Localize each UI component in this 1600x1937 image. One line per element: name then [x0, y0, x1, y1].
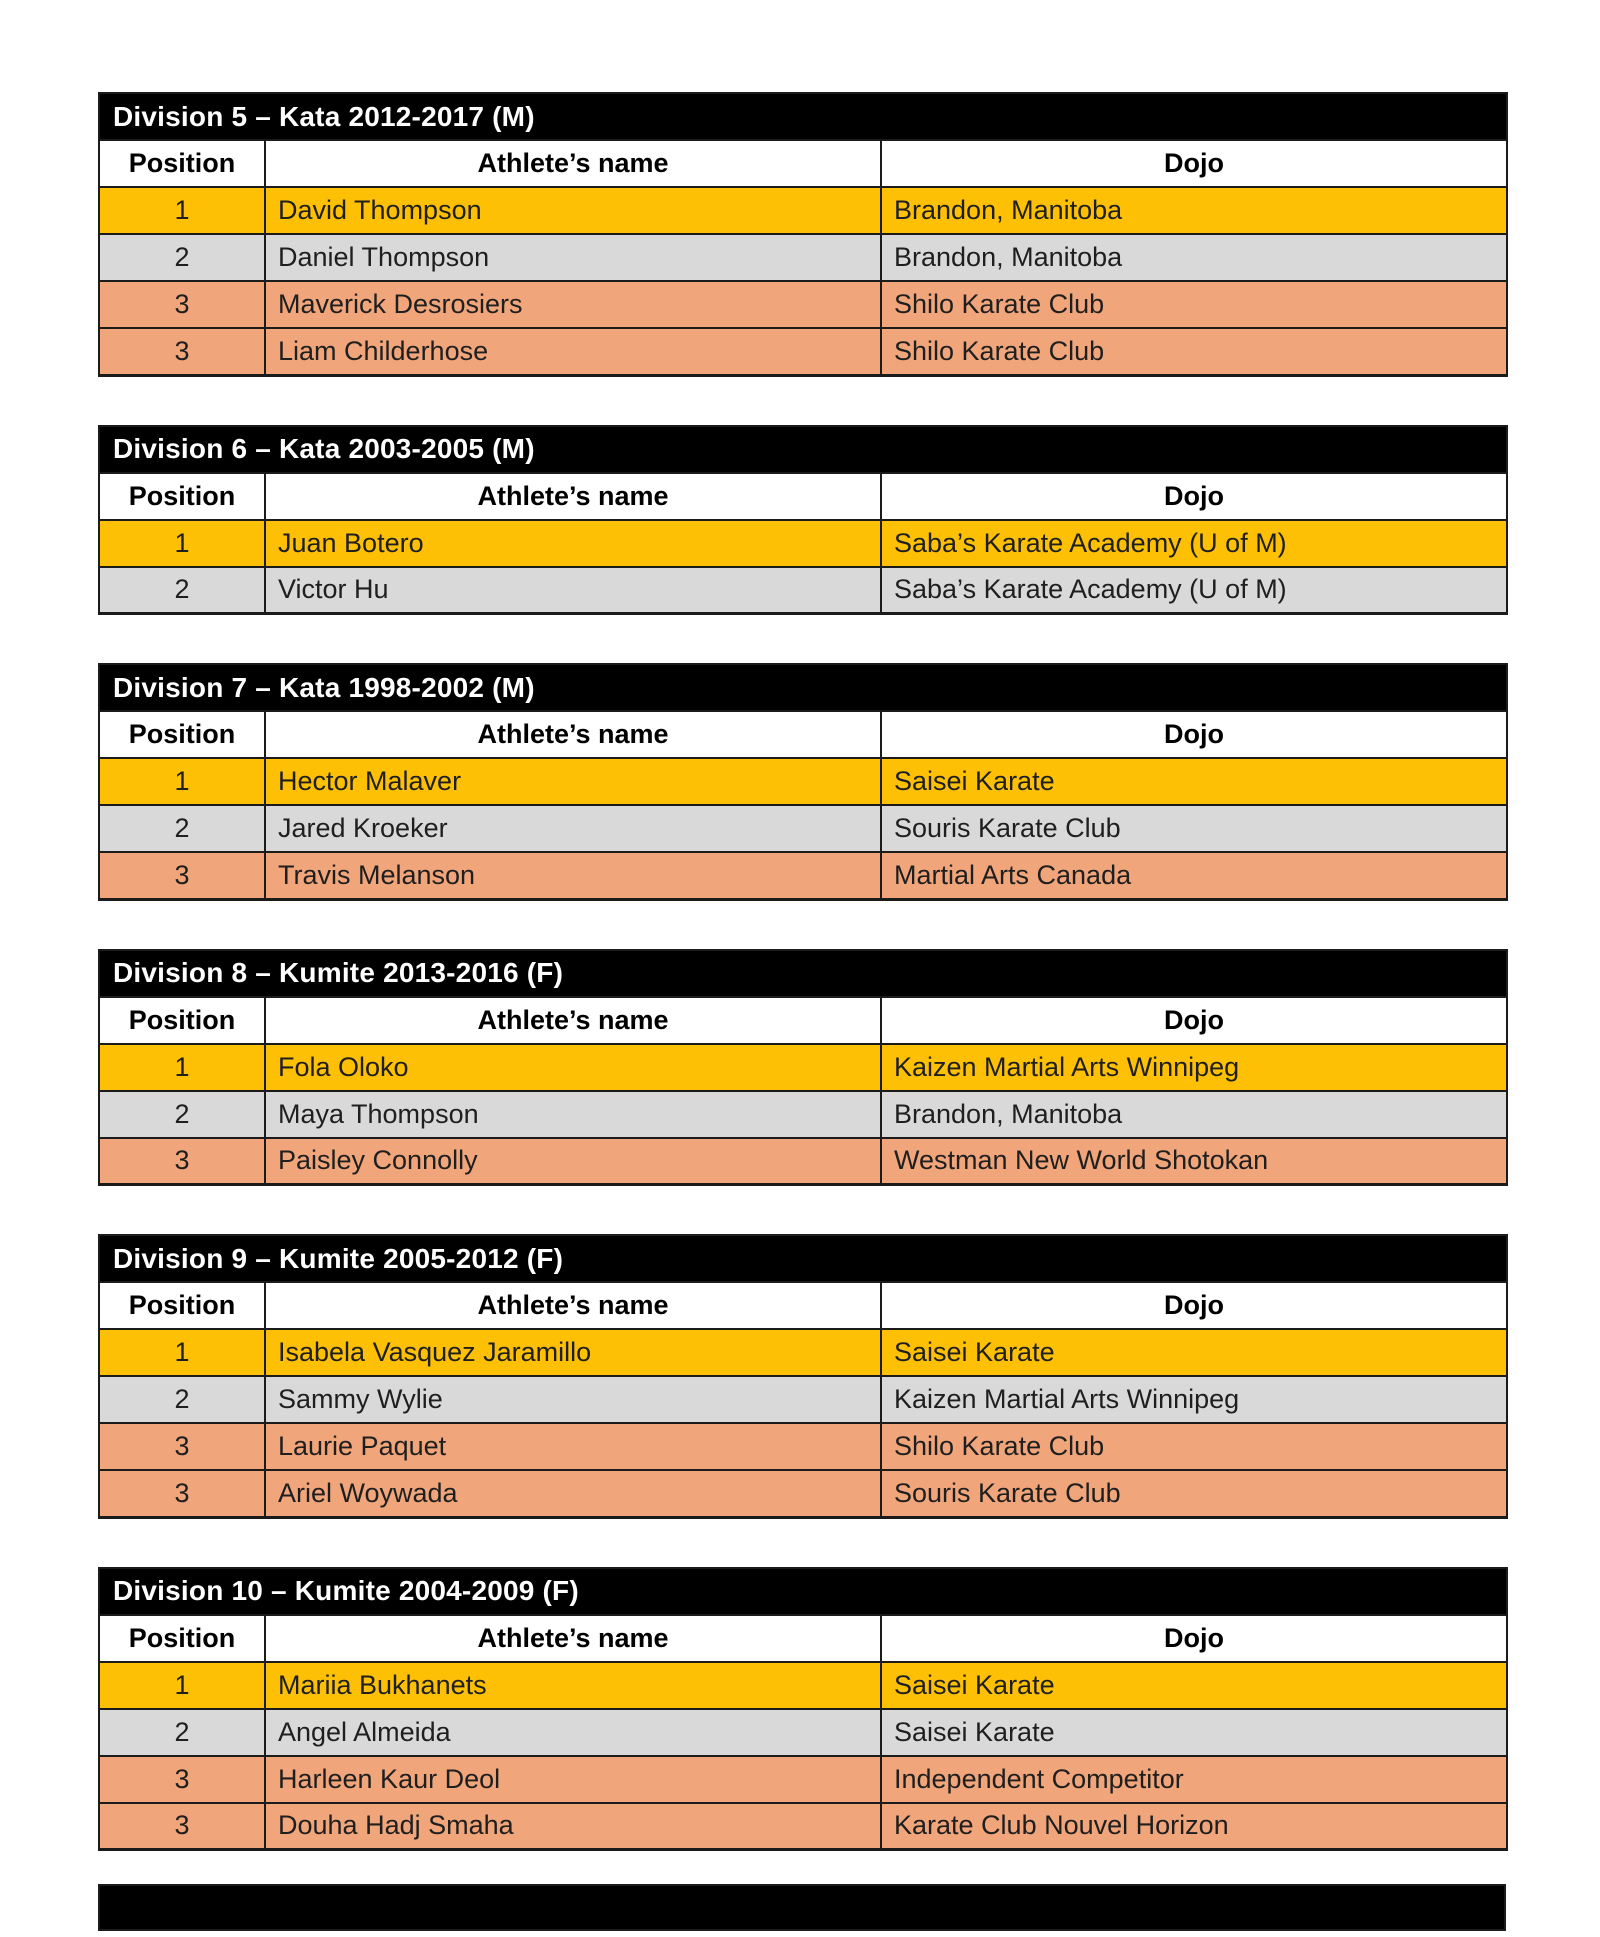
division-title-row	[99, 950, 1507, 997]
division-title: Division 7 – Kata 1998-2002 (M)	[99, 664, 1507, 711]
athlete-name-cell: Maya Thompson	[265, 1091, 881, 1138]
result-row	[99, 758, 1507, 805]
dojo-cell: Saisei Karate	[881, 1709, 1507, 1756]
dojo-cell: Independent Competitor	[881, 1756, 1507, 1803]
column-header-position: Position	[99, 1615, 265, 1662]
division-table	[98, 1234, 1508, 1519]
athlete-name-cell: Harleen Kaur Deol	[265, 1756, 881, 1803]
division-table	[98, 1567, 1508, 1852]
position-cell: 1	[99, 758, 265, 805]
dojo-cell: Karate Club Nouvel Horizon	[881, 1803, 1507, 1850]
position-cell: 2	[99, 1709, 265, 1756]
position-cell: 2	[99, 567, 265, 614]
result-row	[99, 328, 1507, 375]
athlete-name-cell: Daniel Thompson	[265, 234, 881, 281]
column-header-position: Position	[99, 1282, 265, 1329]
result-row	[99, 1423, 1507, 1470]
dojo-cell: Shilo Karate Club	[881, 281, 1507, 328]
division-title: Division 8 – Kumite 2013-2016 (F)	[99, 950, 1507, 997]
athlete-name-cell: Isabela Vasquez Jaramillo	[265, 1329, 881, 1376]
athlete-name-cell: Travis Melanson	[265, 852, 881, 899]
position-cell: 3	[99, 852, 265, 899]
dojo-cell: Saisei Karate	[881, 1329, 1507, 1376]
results-tables	[98, 92, 1506, 1851]
division-title: Division 9 – Kumite 2005-2012 (F)	[99, 1235, 1507, 1282]
column-header-row	[99, 1615, 1507, 1662]
athlete-name-cell: Liam Childerhose	[265, 328, 881, 375]
result-row	[99, 1803, 1507, 1850]
position-cell: 3	[99, 1423, 265, 1470]
division-title-row	[99, 664, 1507, 711]
column-header-dojo: Dojo	[881, 473, 1507, 520]
next-division-header-partial	[98, 1884, 1506, 1931]
column-header-athlete-name: Athlete’s name	[265, 1282, 881, 1329]
result-row	[99, 1091, 1507, 1138]
position-cell: 3	[99, 1470, 265, 1517]
division-table	[98, 663, 1508, 901]
division-title-row	[99, 93, 1507, 140]
result-row	[99, 567, 1507, 614]
division-title: Division 6 – Kata 2003-2005 (M)	[99, 426, 1507, 473]
position-cell: 3	[99, 1138, 265, 1185]
dojo-cell: Brandon, Manitoba	[881, 187, 1507, 234]
result-row	[99, 1470, 1507, 1517]
division-title: Division 5 – Kata 2012-2017 (M)	[99, 93, 1507, 140]
dojo-cell: Kaizen Martial Arts Winnipeg	[881, 1376, 1507, 1423]
result-row	[99, 1756, 1507, 1803]
position-cell: 3	[99, 1803, 265, 1850]
column-header-dojo: Dojo	[881, 711, 1507, 758]
column-header-dojo: Dojo	[881, 1615, 1507, 1662]
column-header-row	[99, 140, 1507, 187]
position-cell: 3	[99, 328, 265, 375]
result-row	[99, 234, 1507, 281]
division-table	[98, 949, 1508, 1187]
result-row	[99, 1044, 1507, 1091]
division-table	[98, 425, 1508, 616]
position-cell: 1	[99, 1662, 265, 1709]
dojo-cell: Shilo Karate Club	[881, 1423, 1507, 1470]
result-row	[99, 852, 1507, 899]
dojo-cell: Brandon, Manitoba	[881, 1091, 1507, 1138]
column-header-position: Position	[99, 473, 265, 520]
dojo-cell: Saba’s Karate Academy (U of M)	[881, 520, 1507, 567]
athlete-name-cell: Hector Malaver	[265, 758, 881, 805]
position-cell: 3	[99, 281, 265, 328]
athlete-name-cell: Paisley Connolly	[265, 1138, 881, 1185]
result-row	[99, 1376, 1507, 1423]
dojo-cell: Saba’s Karate Academy (U of M)	[881, 567, 1507, 614]
result-row	[99, 1709, 1507, 1756]
column-header-athlete-name: Athlete’s name	[265, 1615, 881, 1662]
position-cell: 1	[99, 1329, 265, 1376]
athlete-name-cell: Angel Almeida	[265, 1709, 881, 1756]
athlete-name-cell: Douha Hadj Smaha	[265, 1803, 881, 1850]
result-row	[99, 520, 1507, 567]
position-cell: 2	[99, 234, 265, 281]
athlete-name-cell: Sammy Wylie	[265, 1376, 881, 1423]
position-cell: 1	[99, 520, 265, 567]
column-header-dojo: Dojo	[881, 997, 1507, 1044]
athlete-name-cell: Fola Oloko	[265, 1044, 881, 1091]
column-header-position: Position	[99, 140, 265, 187]
result-row	[99, 187, 1507, 234]
column-header-dojo: Dojo	[881, 1282, 1507, 1329]
result-row	[99, 1662, 1507, 1709]
column-header-row	[99, 997, 1507, 1044]
position-cell: 1	[99, 187, 265, 234]
division-title-row	[99, 426, 1507, 473]
division-table	[98, 92, 1508, 377]
dojo-cell: Saisei Karate	[881, 758, 1507, 805]
athlete-name-cell: Jared Kroeker	[265, 805, 881, 852]
position-cell: 2	[99, 1091, 265, 1138]
dojo-cell: Shilo Karate Club	[881, 328, 1507, 375]
dojo-cell: Martial Arts Canada	[881, 852, 1507, 899]
column-header-athlete-name: Athlete’s name	[265, 140, 881, 187]
column-header-athlete-name: Athlete’s name	[265, 711, 881, 758]
column-header-athlete-name: Athlete’s name	[265, 997, 881, 1044]
athlete-name-cell: David Thompson	[265, 187, 881, 234]
column-header-athlete-name: Athlete’s name	[265, 473, 881, 520]
dojo-cell: Saisei Karate	[881, 1662, 1507, 1709]
position-cell: 3	[99, 1756, 265, 1803]
position-cell: 2	[99, 805, 265, 852]
column-header-row	[99, 473, 1507, 520]
athlete-name-cell: Juan Botero	[265, 520, 881, 567]
column-header-position: Position	[99, 711, 265, 758]
column-header-dojo: Dojo	[881, 140, 1507, 187]
column-header-position: Position	[99, 997, 265, 1044]
column-header-row	[99, 1282, 1507, 1329]
division-title-row	[99, 1568, 1507, 1615]
position-cell: 1	[99, 1044, 265, 1091]
dojo-cell: Westman New World Shotokan	[881, 1138, 1507, 1185]
division-title-row	[99, 1235, 1507, 1282]
result-row	[99, 281, 1507, 328]
dojo-cell: Souris Karate Club	[881, 805, 1507, 852]
dojo-cell: Brandon, Manitoba	[881, 234, 1507, 281]
position-cell: 2	[99, 1376, 265, 1423]
dojo-cell: Kaizen Martial Arts Winnipeg	[881, 1044, 1507, 1091]
athlete-name-cell: Ariel Woywada	[265, 1470, 881, 1517]
result-row	[99, 1138, 1507, 1185]
division-title: Division 10 – Kumite 2004-2009 (F)	[99, 1568, 1507, 1615]
athlete-name-cell: Maverick Desrosiers	[265, 281, 881, 328]
athlete-name-cell: Victor Hu	[265, 567, 881, 614]
dojo-cell: Souris Karate Club	[881, 1470, 1507, 1517]
athlete-name-cell: Mariia Bukhanets	[265, 1662, 881, 1709]
column-header-row	[99, 711, 1507, 758]
athlete-name-cell: Laurie Paquet	[265, 1423, 881, 1470]
result-row	[99, 805, 1507, 852]
result-row	[99, 1329, 1507, 1376]
